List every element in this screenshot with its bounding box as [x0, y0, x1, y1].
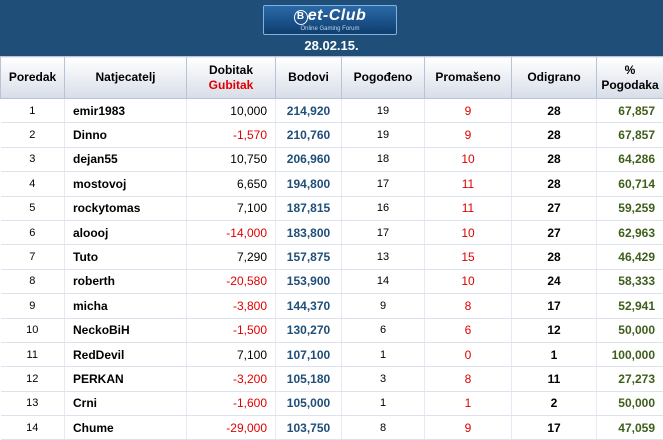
header-win-loss — [187, 57, 276, 99]
cell-played: 17 — [512, 294, 597, 318]
bet-club-logo — [263, 5, 397, 35]
cell-misses: 8 — [425, 294, 512, 318]
cell-rank: 14 — [1, 416, 65, 440]
table-row — [1, 220, 663, 244]
table-body — [1, 99, 663, 440]
cell-win-loss: 7,100 — [187, 342, 276, 366]
header-percent — [597, 57, 663, 99]
cell-name: emir1983 — [65, 99, 187, 123]
cell-played: 1 — [512, 342, 597, 366]
cell-win-loss: 10,750 — [187, 147, 276, 171]
cell-name: Chume — [65, 416, 187, 440]
cell-points: 105,180 — [276, 367, 342, 391]
cell-rank: 2 — [1, 123, 65, 147]
cell-misses: 9 — [425, 99, 512, 123]
cell-percent: 52,941 — [597, 294, 663, 318]
table-row — [1, 391, 663, 415]
cell-rank: 4 — [1, 172, 65, 196]
table-row — [1, 416, 663, 440]
cell-percent: 58,333 — [597, 269, 663, 293]
cell-win-loss: 7,290 — [187, 245, 276, 269]
cell-hits: 16 — [342, 196, 425, 220]
cell-played: 28 — [512, 245, 597, 269]
cell-win-loss: -14,000 — [187, 220, 276, 244]
cell-played: 24 — [512, 269, 597, 293]
standings-table — [0, 56, 663, 440]
cell-misses: 1 — [425, 391, 512, 415]
cell-hits: 18 — [342, 147, 425, 171]
table-row — [1, 294, 663, 318]
cell-misses: 11 — [425, 172, 512, 196]
cell-name: rockytomas — [65, 196, 187, 220]
cell-hits: 1 — [342, 391, 425, 415]
cell-percent: 50,000 — [597, 391, 663, 415]
cell-win-loss: -1,600 — [187, 391, 276, 415]
cell-win-loss: -29,000 — [187, 416, 276, 440]
cell-percent: 27,273 — [597, 367, 663, 391]
cell-rank: 9 — [1, 294, 65, 318]
cell-hits: 3 — [342, 367, 425, 391]
cell-name: NeckoBiH — [65, 318, 187, 342]
cell-misses: 9 — [425, 416, 512, 440]
table-row — [1, 123, 663, 147]
header-hits: Pogođeno — [342, 57, 425, 99]
cell-percent: 59,259 — [597, 196, 663, 220]
cell-percent: 64,286 — [597, 147, 663, 171]
cell-points: 206,960 — [276, 147, 342, 171]
table-row — [1, 342, 663, 366]
cell-hits: 13 — [342, 245, 425, 269]
table-row — [1, 99, 663, 123]
cell-hits: 9 — [342, 294, 425, 318]
table-row — [1, 245, 663, 269]
logo-subtitle: Online Gaming Forum — [300, 26, 360, 32]
cell-points: 103,750 — [276, 416, 342, 440]
cell-rank: 13 — [1, 391, 65, 415]
header-played: Odigrano — [512, 57, 597, 99]
cell-points: 187,815 — [276, 196, 342, 220]
cell-played: 28 — [512, 147, 597, 171]
header-misses: Promašeno — [425, 57, 512, 99]
cell-percent: 46,429 — [597, 245, 663, 269]
cell-win-loss: 10,000 — [187, 99, 276, 123]
header-name: Natjecatelj — [65, 57, 187, 99]
cell-name: RedDevil — [65, 342, 187, 366]
cell-points: 183,800 — [276, 220, 342, 244]
cell-played: 12 — [512, 318, 597, 342]
cell-points: 153,900 — [276, 269, 342, 293]
cell-name: PERKAN — [65, 367, 187, 391]
table-row — [1, 172, 663, 196]
cell-win-loss: 6,650 — [187, 172, 276, 196]
cell-misses: 8 — [425, 367, 512, 391]
cell-percent: 60,714 — [597, 172, 663, 196]
cell-win-loss: -20,580 — [187, 269, 276, 293]
cell-points: 105,000 — [276, 391, 342, 415]
cell-win-loss: -1,500 — [187, 318, 276, 342]
logo-letter: B — [294, 10, 308, 25]
cell-points: 214,920 — [276, 99, 342, 123]
cell-rank: 12 — [1, 367, 65, 391]
cell-win-loss: -3,200 — [187, 367, 276, 391]
table-row — [1, 196, 663, 220]
cell-points: 194,800 — [276, 172, 342, 196]
cell-percent: 62,963 — [597, 220, 663, 244]
cell-win-loss: -1,570 — [187, 123, 276, 147]
cell-misses: 0 — [425, 342, 512, 366]
cell-rank: 8 — [1, 269, 65, 293]
cell-percent: 100,000 — [597, 342, 663, 366]
header-points: Bodovi — [276, 57, 342, 99]
cell-rank: 6 — [1, 220, 65, 244]
cell-points: 157,875 — [276, 245, 342, 269]
cell-rank: 7 — [1, 245, 65, 269]
header-percent-label: Pogodaka — [601, 77, 659, 92]
table-row — [1, 269, 663, 293]
cell-hits: 17 — [342, 172, 425, 196]
cell-played: 17 — [512, 416, 597, 440]
cell-name: dejan55 — [65, 147, 187, 171]
cell-hits: 19 — [342, 123, 425, 147]
cell-hits: 6 — [342, 318, 425, 342]
cell-misses: 6 — [425, 318, 512, 342]
cell-win-loss: 7,100 — [187, 196, 276, 220]
cell-name: Crni — [65, 391, 187, 415]
cell-points: 210,760 — [276, 123, 342, 147]
cell-misses: 10 — [425, 147, 512, 171]
cell-played: 11 — [512, 367, 597, 391]
cell-name: aloooj — [65, 220, 187, 244]
table-row — [1, 367, 663, 391]
cell-misses: 10 — [425, 269, 512, 293]
cell-rank: 3 — [1, 147, 65, 171]
cell-name: Dinno — [65, 123, 187, 147]
cell-name: micha — [65, 294, 187, 318]
header-rank: Poredak — [1, 57, 65, 99]
header-win: Dobitak — [208, 62, 253, 77]
cell-rank: 5 — [1, 196, 65, 220]
cell-points: 130,270 — [276, 318, 342, 342]
cell-points: 107,100 — [276, 342, 342, 366]
logo-text — [264, 6, 396, 25]
cell-name: Tuto — [65, 245, 187, 269]
cell-played: 28 — [512, 99, 597, 123]
date-label: 28.02.15. — [304, 38, 359, 53]
table-row — [1, 147, 663, 171]
cell-rank: 1 — [1, 99, 65, 123]
cell-percent: 67,857 — [597, 99, 663, 123]
cell-rank: 11 — [1, 342, 65, 366]
table-row — [1, 318, 663, 342]
cell-played: 28 — [512, 123, 597, 147]
cell-hits: 8 — [342, 416, 425, 440]
cell-misses: 9 — [425, 123, 512, 147]
cell-played: 28 — [512, 172, 597, 196]
cell-name: mostovoj — [65, 172, 187, 196]
logo-name: et-Club — [307, 7, 367, 24]
cell-played: 27 — [512, 196, 597, 220]
cell-percent: 47,059 — [597, 416, 663, 440]
cell-rank: 10 — [1, 318, 65, 342]
cell-percent: 50,000 — [597, 318, 663, 342]
header-loss: Gubitak — [208, 77, 254, 92]
cell-win-loss: -3,800 — [187, 294, 276, 318]
cell-misses: 10 — [425, 220, 512, 244]
cell-hits: 19 — [342, 99, 425, 123]
header-banner — [0, 0, 663, 56]
cell-misses: 15 — [425, 245, 512, 269]
cell-hits: 14 — [342, 269, 425, 293]
cell-hits: 1 — [342, 342, 425, 366]
cell-name: roberth — [65, 269, 187, 293]
cell-points: 144,370 — [276, 294, 342, 318]
cell-misses: 11 — [425, 196, 512, 220]
cell-percent: 67,857 — [597, 123, 663, 147]
cell-played: 27 — [512, 220, 597, 244]
header-percent-symbol: % — [624, 62, 636, 77]
cell-hits: 17 — [342, 220, 425, 244]
cell-played: 2 — [512, 391, 597, 415]
table-header-row — [1, 57, 663, 99]
